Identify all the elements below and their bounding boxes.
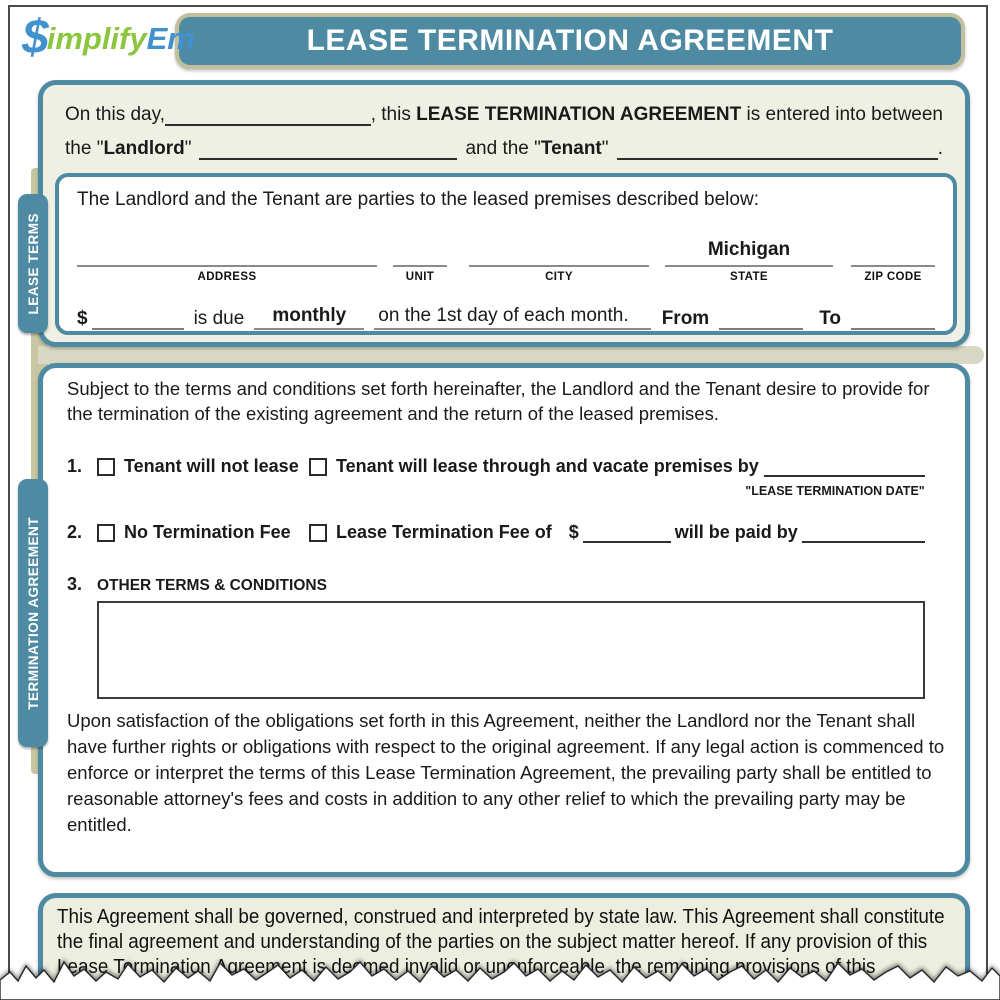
from-label: From	[661, 308, 710, 329]
intro-text: and the "	[465, 138, 541, 159]
lease-termination-date-caption: "LEASE TERMINATION DATE"	[745, 484, 925, 498]
governing-line: Lease Termination Agreement is deemed invalid or unenforceable, the remaining provisions of this	[57, 955, 876, 978]
is-due-text: is due	[193, 308, 245, 329]
checkbox-tenant-will-lease-through[interactable]	[309, 458, 327, 476]
state-label: STATE	[730, 271, 768, 283]
address-label: ADDRESS	[197, 271, 257, 283]
term-dates	[662, 305, 935, 330]
item-2-option-1: No Termination Fee	[124, 522, 291, 542]
to-label: To	[819, 308, 841, 329]
rent-row	[77, 305, 935, 330]
intro-text: "	[601, 138, 609, 159]
logo-dollar-icon: $	[22, 11, 47, 64]
intro-text: the "	[65, 138, 104, 159]
schedule-text: on the 1st day of each month.	[374, 305, 650, 330]
termination-intro: Subject to the terms and conditions set forth hereinafter, the Landlord and the Tenant desire to provide for the termination of the existing agreement and the return of the leased premises.	[67, 378, 930, 424]
closing-paragraph: Upon satisfaction of the obligations set forth in this Agreement, neither the Landlord nor the Tenant shall have further rights or obligations with respect to the original agreement. If any legal action is commenced to enforce or interpret the terms of this Lease Termination Agreement, the prevailing party shall be entitled to reasonable attorney's fees and costs in addition to any other relief to which the prevailing party may be entitled.	[67, 710, 945, 835]
address-field	[77, 239, 377, 283]
intro-text: On this day,	[65, 104, 165, 125]
form-title: LEASE TERMINATION AGREEMENT	[306, 24, 834, 57]
logo-text-blue: Em	[146, 21, 195, 56]
checkbox-tenant-will-not-lease[interactable]	[97, 458, 115, 476]
torn-paper-edge	[0, 954, 1000, 1000]
premises-heading: The Landlord and the Tenant are parties to the leased premises described below:	[77, 189, 759, 210]
tab-lease-terms[interactable]	[18, 194, 48, 333]
governing-line: This Agreement shall be governed, construed and interpreted by state law. This Agreement shall constitute	[57, 905, 945, 928]
premises-fields-row	[77, 239, 935, 283]
item-3-number: 3.	[67, 574, 83, 594]
rent-amount-blank[interactable]	[92, 305, 184, 330]
intro-paragraph	[43, 85, 965, 160]
zip-field	[851, 239, 935, 283]
agreement-name-bold: LEASE TERMINATION AGREEMENT	[416, 104, 742, 125]
term-from-blank[interactable]	[719, 305, 803, 330]
landlord-name-blank[interactable]	[199, 135, 457, 160]
fee-amount-blank[interactable]	[583, 518, 671, 543]
intro-text: .	[937, 138, 943, 159]
premises-box	[55, 173, 957, 335]
city-input-line[interactable]	[469, 239, 649, 267]
city-field	[469, 239, 649, 283]
unit-field	[393, 239, 447, 283]
item-1-option-2: Tenant will lease through and vacate premises by	[336, 456, 764, 476]
state-field	[665, 239, 833, 283]
intro-text: "	[184, 138, 192, 159]
intro-text: is entered into between	[741, 104, 943, 125]
currency-symbol: $	[77, 308, 88, 329]
agreement-date-blank[interactable]	[165, 101, 371, 126]
checkbox-no-termination-fee[interactable]	[97, 524, 115, 542]
other-terms-heading: OTHER TERMS & CONDITIONS	[97, 577, 327, 594]
fee-currency-symbol: $	[568, 522, 579, 542]
tab-termination-agreement[interactable]	[18, 479, 48, 747]
unit-label: UNIT	[405, 271, 435, 283]
tab-termination-agreement-label: TERMINATION AGREEMENT	[25, 516, 41, 710]
other-terms-box[interactable]	[97, 601, 925, 699]
term-to-blank[interactable]	[851, 305, 935, 330]
landlord-label: Landlord	[103, 138, 185, 159]
address-input-line[interactable]	[77, 239, 377, 267]
unit-input-line[interactable]	[393, 239, 447, 267]
checkbox-lease-termination-fee[interactable]	[309, 524, 327, 542]
item-1-option-1: Tenant will not lease	[124, 456, 299, 476]
simplifyem-logo[interactable]	[22, 11, 195, 64]
item-2-option-2: Lease Termination Fee of	[336, 522, 557, 542]
zip-label: ZIP CODE	[864, 271, 922, 283]
form-title-bar	[175, 13, 965, 69]
paid-by-text: will be paid by	[674, 522, 798, 542]
intro-text: , this	[370, 104, 417, 125]
tenant-label: Tenant	[540, 138, 602, 159]
intro-section	[38, 80, 970, 347]
section-gap-band	[38, 346, 984, 364]
item-1-number: 1.	[67, 456, 83, 476]
termination-section	[38, 363, 970, 877]
zip-input-line[interactable]	[851, 239, 935, 267]
item-2-number: 2.	[67, 522, 83, 542]
governing-line: the final agreement and understanding of the parties on the subject matter hereof. If any provision of this	[57, 930, 928, 953]
item-1-row	[67, 452, 925, 477]
item-3-row	[67, 574, 925, 595]
lease-termination-date-blank[interactable]	[764, 452, 925, 477]
paid-by-blank[interactable]	[802, 518, 925, 543]
logo-text-green: implify	[46, 21, 147, 56]
tab-lease-terms-label: LEASE TERMS	[25, 212, 41, 315]
item-2-row	[67, 518, 925, 543]
tenant-name-blank[interactable]	[617, 135, 938, 160]
city-label: CITY	[545, 271, 573, 283]
frequency-blank[interactable]: monthly	[254, 305, 364, 330]
state-input-line[interactable]: Michigan	[665, 239, 833, 267]
